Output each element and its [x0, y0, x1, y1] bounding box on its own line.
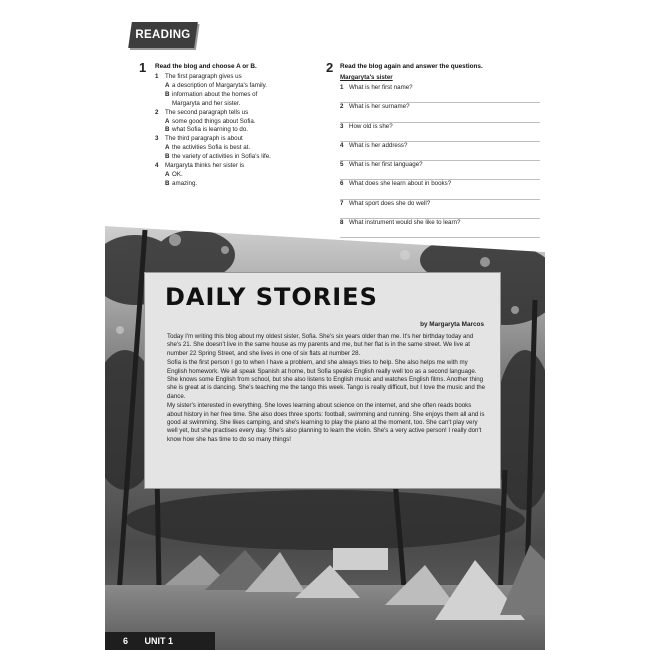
unit-label: UNIT 1 [144, 636, 174, 646]
answer-option-a [155, 171, 335, 180]
answer-option-a [155, 118, 335, 127]
question-text: What is her surname? [349, 103, 410, 111]
ex2-question-row [340, 103, 540, 122]
answer-option-b [155, 126, 335, 135]
blog-body [167, 333, 487, 445]
question-text: How old is she? [349, 122, 393, 130]
question-text: What instrument would she like to learn? [349, 219, 461, 227]
ex1-question [155, 73, 335, 82]
question-number: 6 [340, 180, 344, 188]
exercise-1-title: Read the blog and choose A or B. [155, 63, 257, 70]
question-text: What is her first language? [349, 161, 423, 169]
ex2-question-row [340, 123, 540, 142]
blog-title: DAILY STORIES [165, 283, 378, 311]
blog-panel [145, 273, 500, 488]
option-text: Margaryta and her sister. [172, 99, 241, 107]
answer-option-a [155, 144, 335, 153]
answer-option-a [155, 82, 335, 91]
answer-option-b [155, 91, 335, 109]
option-text: the variety of activities in Sofia's life. [172, 153, 271, 161]
answer-option-b [155, 153, 335, 162]
question-text: What is her address? [349, 141, 408, 149]
question-stem: The first paragraph gives us [165, 73, 242, 80]
question-number: 3 [155, 135, 159, 143]
ex1-question [155, 162, 335, 171]
question-number: 2 [155, 108, 159, 116]
option-text: some good things about Sofia. [172, 117, 256, 125]
option-letter: B [165, 90, 170, 98]
option-text: what Sofia is learning to do. [172, 126, 249, 134]
option-letter: A [165, 144, 170, 152]
option-letter: B [165, 179, 170, 187]
ex1-question [155, 135, 335, 144]
exercise-2-subtitle: Margaryta's sister [340, 74, 393, 81]
question-number: 1 [340, 84, 344, 91]
exercise-1-number: 1 [139, 60, 147, 75]
page-footer [123, 636, 173, 646]
option-letter: B [165, 153, 170, 161]
workbook-page [105, 0, 545, 650]
question-number: 2 [340, 103, 344, 111]
option-text: OK. [172, 170, 183, 178]
exercise-1-questions [155, 73, 335, 189]
ex1-question [155, 109, 335, 118]
ex2-question-row [340, 200, 540, 219]
option-letter: A [165, 170, 170, 178]
question-stem: Margaryta thinks her sister is [165, 162, 245, 170]
answer-option-b [155, 180, 335, 189]
question-number: 1 [155, 73, 159, 80]
blog-paragraph: Today I'm writing this blog about my oldest sister, Sofia. She's six years older than me. It's her birthday today and she's 21. She doesn't live in the same house as my parents and me, but her flat is in the same street. We live at number 22 Spring Street, and she lives in one of six flats at number 28. [167, 333, 474, 357]
question-number: 8 [340, 219, 344, 227]
question-text: What sport does she do well? [349, 199, 431, 207]
question-stem: The third paragraph is about [165, 135, 243, 143]
option-text: information about the homes of [172, 90, 258, 98]
question-number: 5 [340, 161, 344, 169]
question-number: 4 [340, 141, 344, 149]
question-text: What does she learn about in books? [349, 180, 452, 188]
page-number: 6 [123, 636, 129, 646]
ex2-question-row [340, 180, 540, 199]
question-text: What is her first name? [349, 84, 413, 91]
question-number: 3 [340, 122, 344, 130]
blog-paragraph: Sofia is the first person I go to when I have a problem, and she always tries to help. She also helps me with my English homework. We all speak Spanish at home, but Sofia speaks English really well too as a second language. She knows some English from school, but she also listens to English music and watches English films. Another thing she is great at is dancing. She's teaching me the tango this week. Tango is really difficult, but I love the music and the dance. [167, 359, 486, 400]
exercise-2-number: 2 [326, 60, 334, 75]
question-number: 4 [155, 162, 159, 170]
option-text: a description of Margaryta's family. [172, 81, 267, 89]
ex2-question-row [340, 219, 540, 238]
ex2-question-row [340, 84, 540, 103]
ex2-question-row [340, 161, 540, 180]
option-text: amazing. [172, 179, 198, 187]
question-stem: The second paragraph tells us [165, 108, 249, 116]
option-text: the activities Sofia is best at. [172, 144, 251, 152]
option-letter: A [165, 117, 170, 125]
ex2-question-row [340, 142, 540, 161]
blog-paragraph: My sister's interested in everything. She loves learning about science on the internet, and she often reads books about history in her free time. She also does three sports: football, swimming and running. She enjoys them all and is good at swimming. She likes camping, and she's learning to play the piano at the moment, too. She can't play very well yet, but she practises every day. She's also planning to learn the violin. She's a very active person! I really don't know how she has time to do so many things! [167, 402, 485, 443]
exercise-2-questions [340, 84, 540, 238]
blog-byline: by Margaryta Marcos [420, 321, 484, 328]
option-letter: A [165, 81, 170, 89]
reading-section-tab: READING [128, 22, 198, 48]
option-letter: B [165, 126, 170, 134]
question-number: 7 [340, 199, 344, 207]
exercise-2-title: Read the blog again and answer the questions. [340, 63, 483, 70]
